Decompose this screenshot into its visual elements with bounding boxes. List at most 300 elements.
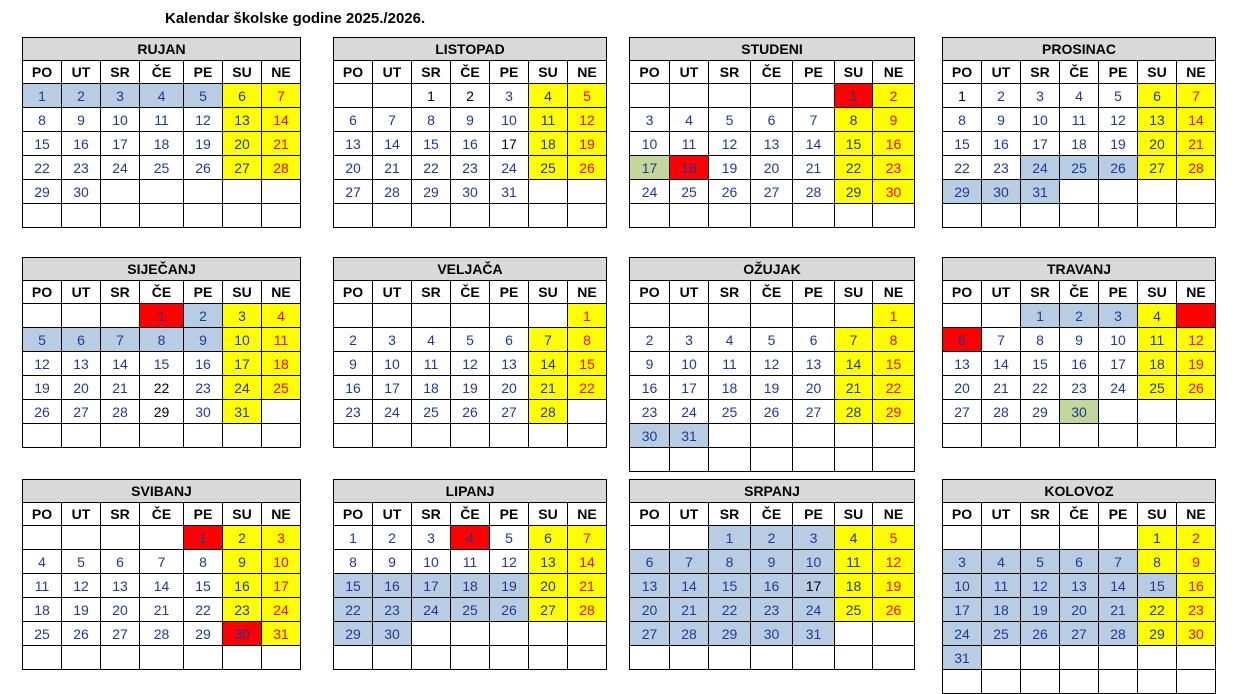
day-cell: 7	[793, 108, 835, 132]
weekday-header: NE	[873, 503, 915, 526]
empty-cell	[630, 646, 670, 670]
day-cell: 25	[140, 156, 184, 180]
day-cell: 23	[751, 598, 793, 622]
day-cell: 2	[1060, 304, 1099, 328]
empty-cell	[412, 646, 451, 670]
empty-cell	[334, 84, 373, 108]
empty-cell	[943, 526, 982, 550]
weekday-header: SU	[223, 61, 262, 84]
day-cell: 27	[223, 156, 262, 180]
empty-cell	[982, 670, 1021, 694]
empty-cell	[62, 526, 101, 550]
weekday-header: UT	[982, 281, 1021, 304]
empty-cell	[23, 204, 62, 228]
empty-cell	[1138, 204, 1177, 228]
empty-cell	[223, 424, 262, 448]
month-name: TRAVANJ	[943, 258, 1216, 281]
day-cell: 13	[529, 550, 568, 574]
day-cell: 5	[568, 84, 607, 108]
day-cell: 6	[1060, 550, 1099, 574]
empty-cell	[1021, 646, 1060, 670]
day-cell: 26	[873, 598, 915, 622]
month-name: KOLOVOZ	[943, 480, 1216, 503]
month-veljača	[333, 257, 607, 448]
month-studeni	[629, 37, 915, 228]
day-cell: 6	[334, 108, 373, 132]
empty-cell	[1060, 526, 1099, 550]
day-cell: 2	[62, 84, 101, 108]
day-cell: 28	[1177, 156, 1216, 180]
empty-cell	[835, 204, 873, 228]
empty-cell	[23, 304, 62, 328]
day-cell: 27	[1060, 622, 1099, 646]
day-cell: 1	[1138, 526, 1177, 550]
weekday-header: UT	[62, 61, 101, 84]
day-cell: 31	[262, 622, 301, 646]
empty-cell	[223, 180, 262, 204]
empty-cell	[529, 646, 568, 670]
day-cell: 14	[568, 550, 607, 574]
month-srpanj	[629, 479, 915, 670]
day-cell: 27	[101, 622, 140, 646]
empty-cell	[412, 204, 451, 228]
day-cell: 7	[982, 328, 1021, 352]
day-cell: 1	[835, 84, 873, 108]
empty-cell	[793, 304, 835, 328]
empty-cell	[1099, 670, 1138, 694]
day-cell: 8	[184, 550, 223, 574]
day-cell: 10	[262, 550, 301, 574]
weekday-header: SU	[223, 503, 262, 526]
weekday-header: SR	[1021, 281, 1060, 304]
empty-cell	[451, 646, 490, 670]
day-cell: 30	[751, 622, 793, 646]
day-cell: 11	[670, 132, 709, 156]
day-cell: 20	[751, 156, 793, 180]
day-cell: 1	[709, 526, 751, 550]
day-cell: 30	[630, 424, 670, 448]
day-cell: 16	[451, 132, 490, 156]
day-cell: 11	[982, 574, 1021, 598]
weekday-header: SU	[529, 61, 568, 84]
day-cell: 19	[709, 156, 751, 180]
day-cell: 15	[943, 132, 982, 156]
day-cell: 25	[23, 622, 62, 646]
day-cell: 1	[412, 84, 451, 108]
empty-cell	[568, 180, 607, 204]
weekday-header: PO	[630, 281, 670, 304]
day-cell: 8	[709, 550, 751, 574]
month-lipanj	[333, 479, 607, 670]
day-cell: 20	[529, 574, 568, 598]
day-cell: 17	[490, 132, 529, 156]
day-cell: 28	[670, 622, 709, 646]
day-cell: 4	[709, 328, 751, 352]
empty-cell	[529, 180, 568, 204]
day-cell: 13	[101, 574, 140, 598]
day-cell: 20	[101, 598, 140, 622]
month-siječanj	[22, 257, 301, 448]
empty-cell	[709, 424, 751, 448]
weekday-header: SR	[709, 61, 751, 84]
day-cell: 26	[23, 400, 62, 424]
empty-cell	[412, 304, 451, 328]
day-cell: 8	[412, 108, 451, 132]
page-title: Kalendar školske godine 2025./2026.	[165, 10, 426, 27]
day-cell: 11	[1060, 108, 1099, 132]
empty-cell	[1021, 424, 1060, 448]
day-cell: 18	[262, 352, 301, 376]
empty-cell	[62, 424, 101, 448]
weekday-header: SR	[101, 61, 140, 84]
day-cell: 20	[62, 376, 101, 400]
day-cell: 13	[490, 352, 529, 376]
day-cell: 13	[943, 352, 982, 376]
day-cell: 21	[529, 376, 568, 400]
day-cell: 8	[1021, 328, 1060, 352]
day-cell: 29	[943, 180, 982, 204]
day-cell: 24	[101, 156, 140, 180]
weekday-header: PO	[630, 503, 670, 526]
day-cell: 27	[529, 598, 568, 622]
day-cell: 7	[835, 328, 873, 352]
day-cell: 3	[943, 550, 982, 574]
day-cell: 18	[1060, 132, 1099, 156]
weekday-header: ČE	[140, 281, 184, 304]
day-cell: 4	[23, 550, 62, 574]
day-cell: 22	[184, 598, 223, 622]
empty-cell	[1138, 646, 1177, 670]
empty-cell	[1060, 204, 1099, 228]
day-cell: 11	[835, 550, 873, 574]
empty-cell	[835, 304, 873, 328]
weekday-header: ČE	[140, 503, 184, 526]
month-travanj	[942, 257, 1216, 448]
day-cell: 2	[1177, 526, 1216, 550]
empty-cell	[709, 448, 751, 472]
day-cell: 25	[670, 180, 709, 204]
day-cell: 8	[23, 108, 62, 132]
empty-cell	[568, 622, 607, 646]
month-name: LIPANJ	[334, 480, 607, 503]
day-cell: 16	[62, 132, 101, 156]
day-cell: 18	[982, 598, 1021, 622]
empty-cell	[568, 400, 607, 424]
day-cell: 24	[373, 400, 412, 424]
weekday-header: SR	[1021, 61, 1060, 84]
day-cell: 23	[982, 156, 1021, 180]
day-cell: 12	[184, 108, 223, 132]
empty-cell	[709, 84, 751, 108]
day-cell: 15	[23, 132, 62, 156]
empty-cell	[412, 424, 451, 448]
empty-cell	[1138, 400, 1177, 424]
empty-cell	[793, 84, 835, 108]
day-cell: 26	[1021, 622, 1060, 646]
empty-cell	[751, 204, 793, 228]
day-cell: 10	[793, 550, 835, 574]
weekday-header: SU	[1138, 281, 1177, 304]
day-cell: 14	[670, 574, 709, 598]
day-cell: 20	[793, 376, 835, 400]
empty-cell	[262, 424, 301, 448]
empty-cell	[373, 646, 412, 670]
day-cell: 3	[670, 328, 709, 352]
day-cell: 28	[1099, 622, 1138, 646]
empty-cell	[101, 526, 140, 550]
empty-cell	[101, 204, 140, 228]
day-cell: 5	[23, 328, 62, 352]
day-cell: 27	[1138, 156, 1177, 180]
day-cell: 1	[184, 526, 223, 550]
day-cell: 18	[23, 598, 62, 622]
empty-cell	[670, 304, 709, 328]
day-cell: 28	[982, 400, 1021, 424]
weekday-header: ČE	[1060, 503, 1099, 526]
day-cell: 15	[873, 352, 915, 376]
weekday-header: ČE	[1060, 61, 1099, 84]
empty-cell	[835, 646, 873, 670]
month-listopad	[333, 37, 607, 228]
day-cell: 29	[140, 400, 184, 424]
empty-cell	[630, 204, 670, 228]
empty-cell	[262, 646, 301, 670]
empty-cell	[630, 526, 670, 550]
empty-cell	[1099, 204, 1138, 228]
day-cell: 3	[101, 84, 140, 108]
empty-cell	[223, 646, 262, 670]
empty-cell	[334, 424, 373, 448]
empty-cell	[1099, 424, 1138, 448]
empty-cell	[1021, 670, 1060, 694]
day-cell: 13	[793, 352, 835, 376]
day-cell: 25	[982, 622, 1021, 646]
empty-cell	[751, 84, 793, 108]
day-cell: 4	[670, 108, 709, 132]
empty-cell	[670, 448, 709, 472]
day-cell: 6	[529, 526, 568, 550]
day-cell: 26	[1099, 156, 1138, 180]
day-cell: 17	[630, 156, 670, 180]
day-cell: 3	[223, 304, 262, 328]
day-cell: 25	[529, 156, 568, 180]
empty-cell	[982, 304, 1021, 328]
day-cell: 20	[334, 156, 373, 180]
day-cell: 4	[451, 526, 490, 550]
day-cell: 13	[62, 352, 101, 376]
day-cell: 21	[982, 376, 1021, 400]
day-cell: 20	[943, 376, 982, 400]
empty-cell	[873, 646, 915, 670]
day-cell: 23	[873, 156, 915, 180]
day-cell: 8	[943, 108, 982, 132]
day-cell: 10	[670, 352, 709, 376]
empty-cell	[670, 84, 709, 108]
day-cell: 10	[101, 108, 140, 132]
day-cell: 23	[62, 156, 101, 180]
day-cell: 22	[835, 156, 873, 180]
month-name: OŽUJAK	[630, 258, 915, 281]
day-cell: 24	[793, 598, 835, 622]
day-cell: 26	[490, 598, 529, 622]
empty-cell	[670, 526, 709, 550]
day-cell: 3	[1021, 84, 1060, 108]
day-cell: 16	[334, 376, 373, 400]
day-cell: 31	[223, 400, 262, 424]
day-cell: 17	[373, 376, 412, 400]
day-cell: 31	[1021, 180, 1060, 204]
day-cell: 19	[873, 574, 915, 598]
weekday-header: PE	[1099, 503, 1138, 526]
day-cell: 3	[262, 526, 301, 550]
day-cell: 12	[1099, 108, 1138, 132]
empty-cell	[140, 646, 184, 670]
empty-cell	[835, 448, 873, 472]
day-cell: 4	[835, 526, 873, 550]
day-cell: 14	[835, 352, 873, 376]
weekday-header: SU	[529, 281, 568, 304]
day-cell: 21	[835, 376, 873, 400]
day-cell: 7	[262, 84, 301, 108]
day-cell: 30	[451, 180, 490, 204]
empty-cell	[101, 304, 140, 328]
weekday-header: UT	[670, 503, 709, 526]
empty-cell	[373, 424, 412, 448]
weekday-header: UT	[62, 281, 101, 304]
weekday-header: PO	[334, 281, 373, 304]
day-cell: 10	[223, 328, 262, 352]
day-cell: 23	[334, 400, 373, 424]
day-cell: 9	[451, 108, 490, 132]
day-cell: 30	[873, 180, 915, 204]
day-cell: 10	[1021, 108, 1060, 132]
weekday-header: PO	[630, 61, 670, 84]
day-cell: 29	[873, 400, 915, 424]
weekday-header: PE	[490, 61, 529, 84]
day-cell: 27	[630, 622, 670, 646]
day-cell: 26	[62, 622, 101, 646]
day-cell: 12	[1021, 574, 1060, 598]
empty-cell	[490, 646, 529, 670]
day-cell: 16	[873, 132, 915, 156]
empty-cell	[184, 424, 223, 448]
day-cell: 11	[140, 108, 184, 132]
day-cell: 22	[709, 598, 751, 622]
day-cell: 13	[630, 574, 670, 598]
day-cell: 28	[835, 400, 873, 424]
day-cell: 29	[1138, 622, 1177, 646]
empty-cell	[529, 204, 568, 228]
empty-cell	[373, 84, 412, 108]
day-cell: 8	[835, 108, 873, 132]
empty-cell	[184, 180, 223, 204]
day-cell: 11	[412, 352, 451, 376]
empty-cell	[1177, 646, 1216, 670]
weekday-header: SU	[835, 281, 873, 304]
day-cell: 2	[982, 84, 1021, 108]
day-cell: 9	[223, 550, 262, 574]
day-cell: 3	[793, 526, 835, 550]
day-cell: 28	[140, 622, 184, 646]
day-cell: 9	[334, 352, 373, 376]
empty-cell	[1099, 646, 1138, 670]
weekday-header: UT	[670, 61, 709, 84]
empty-cell	[1177, 424, 1216, 448]
day-cell: 10	[412, 550, 451, 574]
day-cell: 3	[1099, 304, 1138, 328]
day-cell: 12	[23, 352, 62, 376]
day-cell: 18	[709, 376, 751, 400]
month-kolovoz	[942, 479, 1216, 694]
day-cell: 15	[568, 352, 607, 376]
day-cell: 7	[670, 550, 709, 574]
day-cell: 30	[1060, 400, 1099, 424]
empty-cell	[1177, 180, 1216, 204]
weekday-header: PE	[490, 281, 529, 304]
empty-cell	[709, 204, 751, 228]
day-cell: 4	[412, 328, 451, 352]
empty-cell	[62, 304, 101, 328]
day-cell: 26	[184, 156, 223, 180]
day-cell: 18	[140, 132, 184, 156]
empty-cell	[793, 204, 835, 228]
empty-cell	[943, 304, 982, 328]
day-cell: 30	[62, 180, 101, 204]
empty-cell	[140, 424, 184, 448]
day-cell: 17	[943, 598, 982, 622]
empty-cell	[223, 204, 262, 228]
day-cell: 4	[1138, 304, 1177, 328]
weekday-header: UT	[62, 503, 101, 526]
day-cell: 6	[101, 550, 140, 574]
day-cell: 29	[184, 622, 223, 646]
day-cell: 19	[184, 132, 223, 156]
empty-cell	[451, 304, 490, 328]
weekday-header: NE	[262, 503, 301, 526]
day-cell: 27	[334, 180, 373, 204]
day-cell: 26	[751, 400, 793, 424]
empty-cell	[751, 304, 793, 328]
day-cell: 27	[793, 400, 835, 424]
empty-cell	[184, 646, 223, 670]
weekday-header: NE	[568, 61, 607, 84]
empty-cell	[334, 304, 373, 328]
day-cell: 29	[709, 622, 751, 646]
empty-cell	[568, 646, 607, 670]
empty-cell	[793, 448, 835, 472]
empty-cell	[262, 180, 301, 204]
day-cell: 27	[943, 400, 982, 424]
day-cell: 6	[793, 328, 835, 352]
day-cell: 24	[670, 400, 709, 424]
empty-cell	[184, 204, 223, 228]
empty-cell	[140, 204, 184, 228]
weekday-header: NE	[568, 281, 607, 304]
day-cell: 1	[23, 84, 62, 108]
empty-cell	[793, 424, 835, 448]
day-cell: 12	[490, 550, 529, 574]
day-cell: 25	[709, 400, 751, 424]
day-cell: 12	[568, 108, 607, 132]
day-cell: 9	[62, 108, 101, 132]
empty-cell	[62, 646, 101, 670]
day-cell: 19	[1177, 352, 1216, 376]
day-cell: 3	[490, 84, 529, 108]
day-cell: 12	[751, 352, 793, 376]
day-cell: 20	[1138, 132, 1177, 156]
day-cell: 16	[184, 352, 223, 376]
empty-cell	[101, 424, 140, 448]
